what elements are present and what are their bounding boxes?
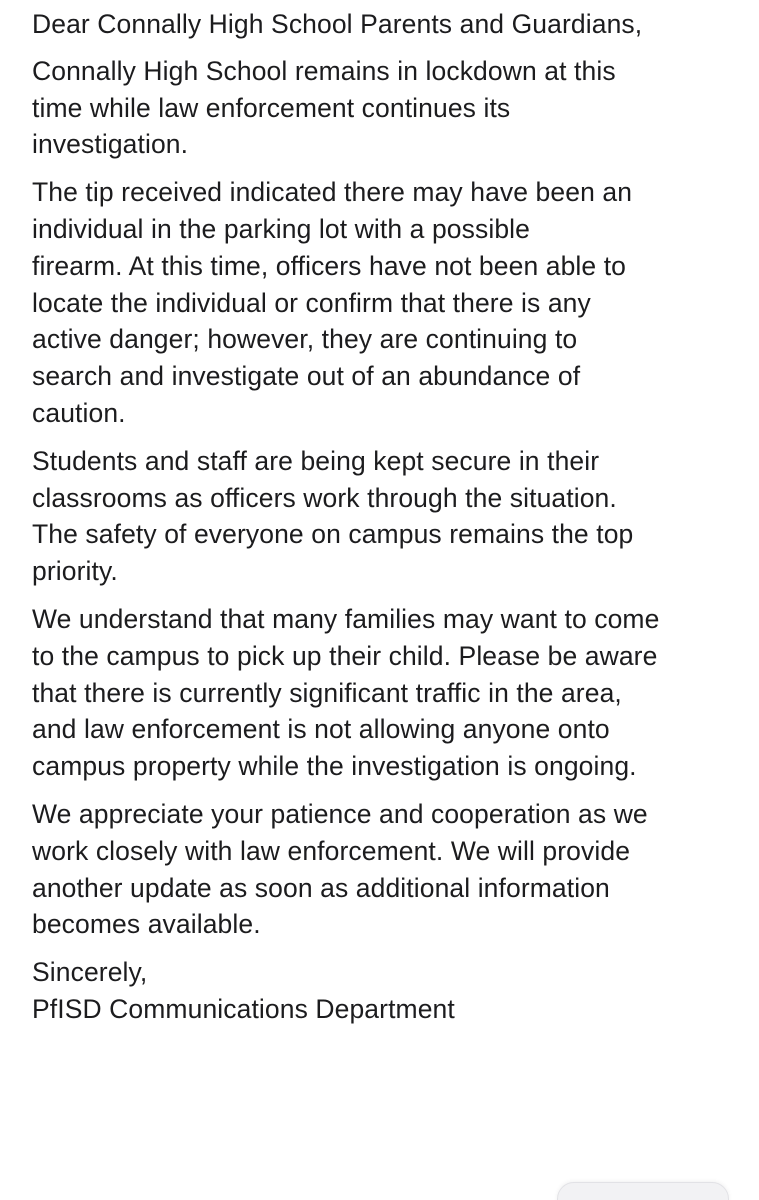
letter-paragraph-student-safety: Students and staff are being kept secure in their classrooms as officers work through the situation. The safety of everyone on campus remains the top priority. — [32, 445, 634, 587]
bottom-toolbar-pill[interactable] — [557, 1182, 729, 1200]
letter-paragraph-lockdown-status: Connally High School remains in lockdown at this time while law enforcement continues its investigation. — [32, 55, 616, 160]
letter-sign-off: Sincerely, — [32, 957, 148, 988]
letter-paragraph-appreciation: We appreciate your patience and cooperation as we work closely with law enforcement. We will provide another update as soon as additional information becomes available. — [32, 798, 648, 940]
letter-greeting: Dear Connally High School Parents and Guardians, — [32, 9, 643, 39]
letter-paragraph-tip-details: The tip received indicated there may have been an individual in the parking lot with a possible firearm. At this time, officers have not been able to locate the individual or confirm that there is any active danger; however, they are continuing to search and investigate out of an abundance of caution. — [32, 177, 633, 428]
letter-signature: PfISD Communications Department — [32, 993, 455, 1024]
letter-paragraph-pickup-traffic: We understand that many families may want to come to the campus to pick up their child. Please be aware that there is currently significant traffic in the area, and law enforcement is not allowing anyone onto campus property while the investigation is ongoing. — [32, 603, 660, 782]
message-body — [32, 6, 732, 1028]
